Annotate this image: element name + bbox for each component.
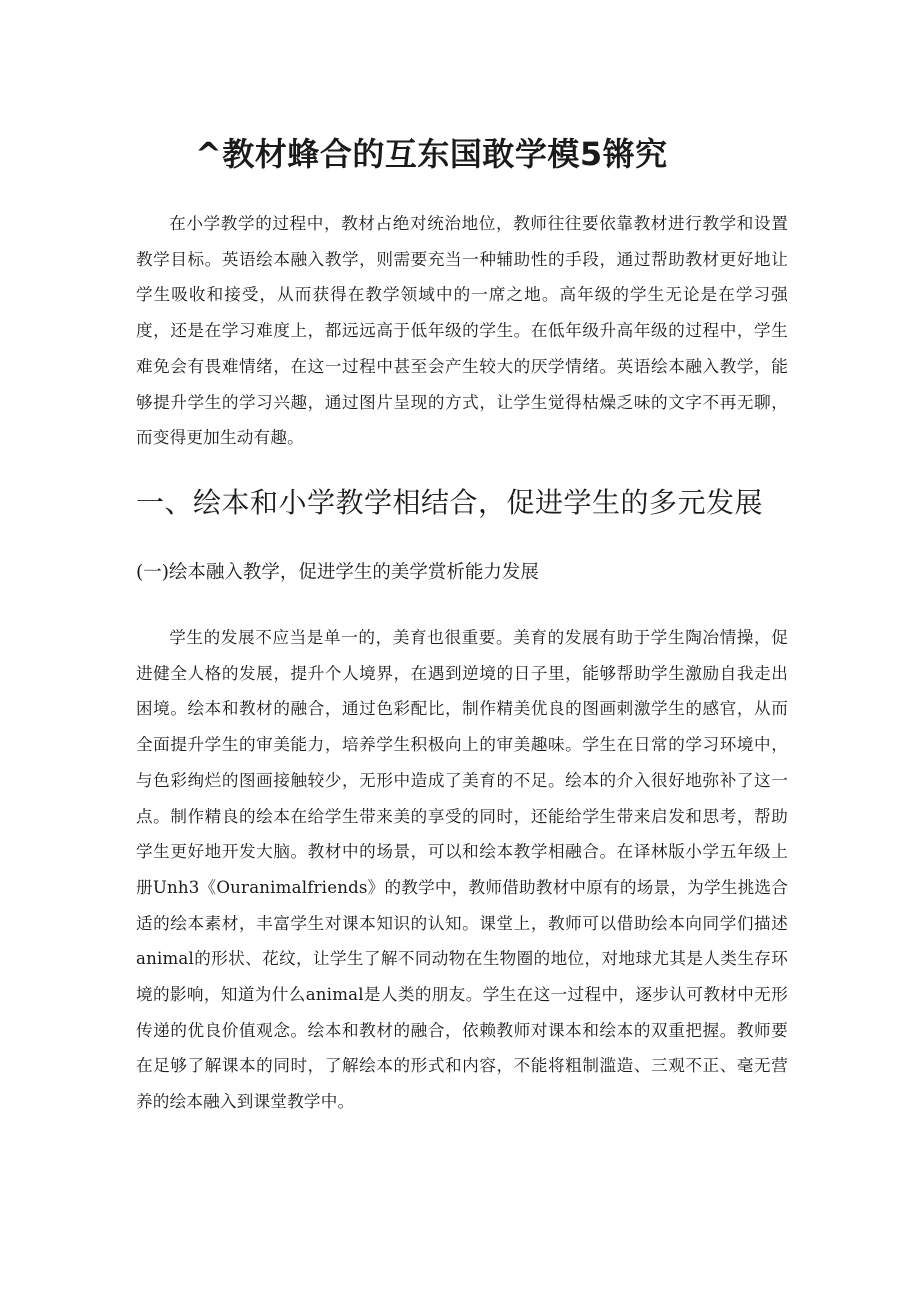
intro-paragraph: 在小学教学的过程中，教材占绝对统治地位，教师往往要依靠教材进行教学和设置教学目标。英语绘本融入教学，则需要充当一种辅助性的手段，通过帮助教材更好地让学生吸收和接受，从而获得在教学领域中的一席之地。高年级的学生无论是在学习强度，还是在学习难度上，都远远高于低年级的学生。在低年级升高年级的过程中，学生难免会有畏难情绪，在这一过程中甚至会产生较大的厌学情绪。英语绘本融入教学，能够提升学生的学习兴趣，通过图片呈现的方式，让学生觉得枯燥乏味的文字不再无聊，而变得更加生动有趣。 xyxy=(136,214,788,448)
subsection-paragraph: 学生的发展不应当是单一的，美育也很重要。美育的发展有助于学生陶冶情操，促进健全人格的发展，提升个人境界，在遇到逆境的日子里，能够帮助学生激励自我走出困境。绘本和教材的融合，通过色彩配比，制作精美优良的图画刺激学生的感官，从而全面提升学生的审美能力，培养学生积极向上的审美趣味。学生在日常的学习环境中，与色彩绚烂的图画接触较少，无形中造成了美育的不足。绘本的介入很好地弥补了这一点。制作精良的绘本在给学生带来美的享受的同时，还能给学生带来启发和思考，帮助学生更好地开发大脑。教材中的场景，可以和绘本教学相融合。在译林版小学五年级上册Unh3《Ouranimalfriends》的教学中，教师借助教材中原有的场景，为学生挑选合适的绘本素材，丰富学生对课本知识的认知。课堂上，教师可以借助绘本向同学们描述animal的形状、花纹，让学生了解不同动物在生物圈的地位，对地球尤其是人类生存环境的影响，知道为什么animal是人类的朋友。学生在这一过程中，逐步认可教材中无形传递的优良价值观念。绘本和教材的融合，依赖教师对课本和绘本的双重把握。教师要在足够了解课本的同时，了解绘本的形式和内容，不能将粗制滥造、三观不正、毫无营养的绘本融入到课堂教学中。 xyxy=(136,628,788,1112)
section-heading: 一、绘本和小学教学相结合，促进学生的多元发展 xyxy=(136,486,764,519)
document-title: ^教材蜂合的互东国敢学模5锵究 xyxy=(195,135,668,173)
subsection-heading: (一)绘本融入教学，促进学生的美学赏析能力发展 xyxy=(136,562,539,583)
